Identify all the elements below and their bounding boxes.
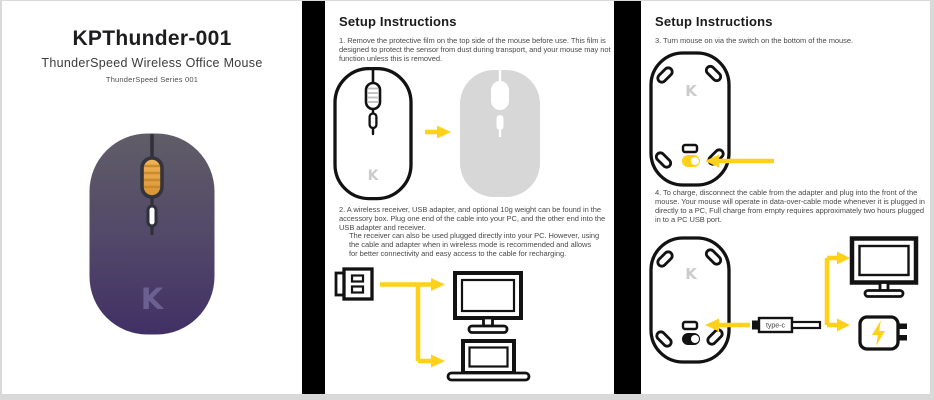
setup-page-2 [641,1,930,394]
arrow-right-icon [425,126,451,139]
cover-page [2,1,302,394]
desktop-monitor-icon [852,239,916,297]
power-switch-diagram [649,51,799,189]
charging-diagram [649,236,925,386]
dpi-button [148,206,156,226]
cable-label: type-c [765,322,786,330]
arrow-left-icon [705,155,774,168]
charge-port [683,145,697,152]
mouse-logo-letter: K [685,265,697,283]
power-switch-toggle-off [682,333,700,345]
mouse-top-outline-icon [335,69,411,199]
film-removal-diagram [333,67,565,203]
step-4-text: 4. To charge, disconnect the cable from the adapter and plug into the front of the mouse. Your mouse will operate in data-over-cable mode whenever it is plugged in directly to a PC, Full charge from empty requires approximately two hours plugged in to a PC USB port. [655,188,925,224]
step-3-text: 3. Turn mouse on via the switch on the bottom of the mouse. [655,36,853,45]
power-switch-toggle-on [682,155,700,167]
charge-port [683,322,697,329]
usb-dongle-icon [336,269,372,299]
setup-heading: Setup Instructions [339,14,457,29]
mouse-bottom-icon [651,238,729,362]
mouse-logo-letter: K [685,82,697,100]
desktop-monitor-icon [455,273,521,333]
setup-page-1 [325,1,614,394]
charger-prong [898,324,907,330]
receiver-connection-diagram [333,265,565,389]
mouse-logo-letter: K [140,282,164,316]
product-title: KPThunder-001 [72,27,232,50]
charge-branch-arrows [827,252,850,332]
step-2-text: 2. A wireless receiver, USB adapter, and optional 10g weight can be found in the accessory box. Plug one end of the cable into your PC, and the other end into the USB adapter and receiver. [339,205,606,232]
product-series-label: ThunderSpeed Series 001 [105,75,199,84]
mouse-logo-letter: K [367,168,379,184]
step-2-note-text: The receiver can also be used plugged directly into your PC. However, using the cable and adapter when in wireless mode is recommended and allows for better connectivity and easy access to the cable for recharging. [349,231,600,258]
wall-charger-icon [860,317,907,349]
protective-film-icon [460,70,540,197]
charger-prong [898,335,907,341]
product-subtitle: ThunderSpeed Wireless Office Mouse [41,56,263,70]
laptop-icon [448,341,529,380]
scroll-wheel-stripes [142,158,162,197]
typec-cable-icon [752,318,820,332]
product-mouse-illustration [89,133,215,335]
step-1-text: 1. Remove the protective film on the top side of the mouse before use. This film is designed to protect the sensor from dust during transport, and your mouse may not function unless this is removed. [339,36,611,63]
setup-heading: Setup Instructions [655,14,773,29]
connection-arrows [380,278,445,368]
